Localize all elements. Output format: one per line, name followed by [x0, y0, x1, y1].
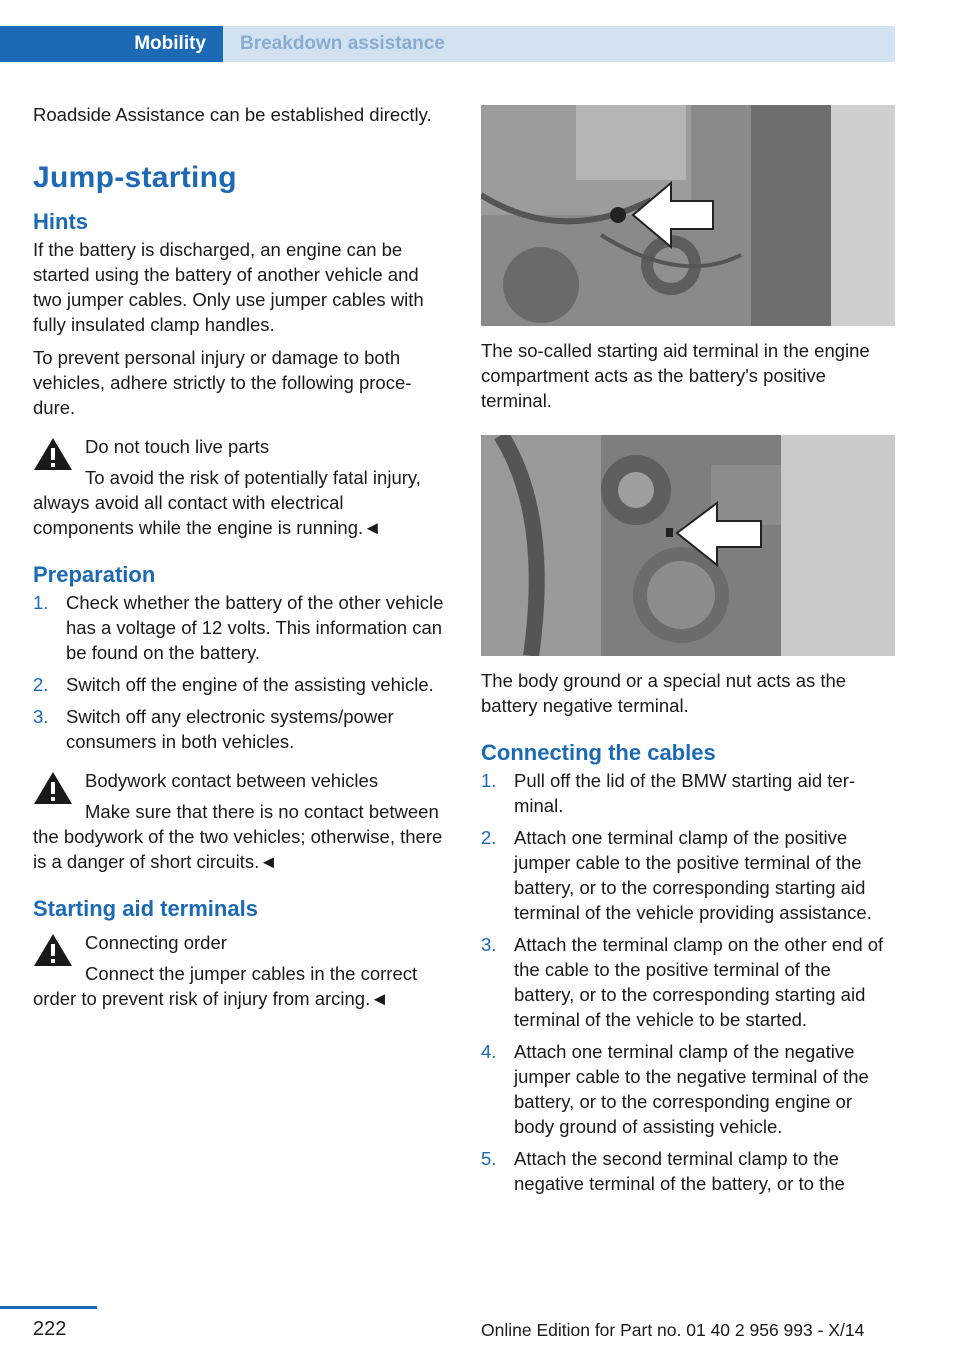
warning-triangle-icon [33, 770, 73, 806]
warning-triangle-icon [33, 436, 73, 472]
header-tab-breakdown-assistance [223, 26, 895, 62]
negative-terminal-caption: The body ground or a special nut acts as the battery negative terminal. [481, 670, 847, 716]
warning-bodywork-title: Bodywork contact between vehicles [85, 770, 379, 791]
list-item [481, 932, 895, 1032]
warning-connecting-order-body: Connect the jumper cables in the correct order to prevent risk of injury from arcing.◄ [33, 963, 418, 1009]
step-number: 3. [33, 706, 49, 727]
warning-live-parts-title: Do not touch live parts [85, 436, 270, 457]
footer-accent-line [0, 1306, 97, 1309]
warning-connecting-order [33, 930, 446, 1011]
list-item [481, 1146, 895, 1196]
engine-compartment-negative-terminal-image [481, 435, 895, 656]
step-text: Switch off the engine of the assisting vehicle. [66, 674, 434, 695]
header-section-label: Mobility [134, 33, 206, 54]
right-column [481, 105, 895, 1203]
left-column [33, 102, 446, 1019]
step-text: Attach one terminal clamp of the negative jumper cable to the negative terminal of the battery, or to the corresponding engine or body ground of assisting vehicle. [514, 1041, 869, 1137]
step-number: 2. [481, 827, 497, 848]
step-text: Attach the second terminal clamp to the negative terminal of the battery, or to the [514, 1148, 845, 1194]
list-item [33, 672, 446, 697]
engine-compartment-positive-terminal-image [481, 105, 895, 326]
hints-paragraph-2: To prevent personal injury or damage to both vehicles, adhere strictly to the following procedure. [33, 347, 412, 418]
list-item [481, 1039, 895, 1139]
warning-live-parts [33, 434, 446, 540]
starting-aid-terminals-heading: Starting aid terminals [33, 896, 258, 921]
preparation-steps [33, 590, 446, 754]
warning-bodywork-body: Make sure that there is no contact between the bodywork of the two vehicles; otherwise, there is a danger of short circuits.◄ [33, 801, 443, 872]
warning-bodywork-contact [33, 768, 446, 874]
footer-edition-text: Online Edition for Part no. 01 40 2 956 993 - X/14 [481, 1320, 865, 1340]
step-number: 5. [481, 1148, 497, 1169]
preparation-heading: Preparation [33, 562, 156, 587]
step-text: Switch off any electronic systems/power consumers in both vehicles. [66, 706, 394, 752]
intro-paragraph: Roadside Assistance can be established directly. [33, 104, 432, 125]
step-text: Check whether the battery of the other vehicle has a voltage of 12 volts. This information can be found on the battery. [66, 592, 444, 663]
header-subsection-label: Breakdown assistance [240, 33, 445, 54]
positive-terminal-caption: The so-called starting aid terminal in the engine compartment acts as the battery's positive terminal. [481, 340, 870, 411]
step-number: 4. [481, 1041, 497, 1062]
list-item [33, 590, 446, 665]
hints-paragraph-1: If the battery is discharged, an engine can be started using the battery of another vehicle and two jumper cables. Only use jumper cables with fully insulated clamp handles. [33, 239, 424, 335]
header-tab-mobility [0, 26, 223, 62]
warning-connecting-order-title: Connecting order [85, 932, 227, 953]
step-text: Attach one terminal clamp of the positive jumper cable to the positive terminal of the battery, or to the corresponding starting aid terminal of the vehicle providing assistance. [514, 827, 872, 923]
connecting-steps [481, 768, 895, 1196]
hints-heading: Hints [33, 209, 88, 234]
step-number: 3. [481, 934, 497, 955]
step-text: Pull off the lid of the BMW starting aid terminal. [514, 770, 856, 816]
page-title: Jump-starting [33, 161, 237, 194]
step-number: 1. [481, 770, 497, 791]
step-number: 1. [33, 592, 49, 613]
list-item [33, 704, 446, 754]
list-item [481, 768, 895, 818]
warning-live-parts-body: To avoid the risk of potentially fatal injury, always avoid all contact with electrical components while the engine is running.◄ [33, 467, 421, 538]
list-item [481, 825, 895, 925]
connecting-cables-heading: Connecting the cables [481, 740, 716, 765]
step-text: Attach the terminal clamp on the other end of the cable to the positive terminal of the battery, or to the corresponding starting aid terminal of the vehicle to be started. [514, 934, 884, 1030]
warning-triangle-icon [33, 932, 73, 968]
step-number: 2. [33, 674, 49, 695]
page-number: 222 [33, 1318, 67, 1340]
